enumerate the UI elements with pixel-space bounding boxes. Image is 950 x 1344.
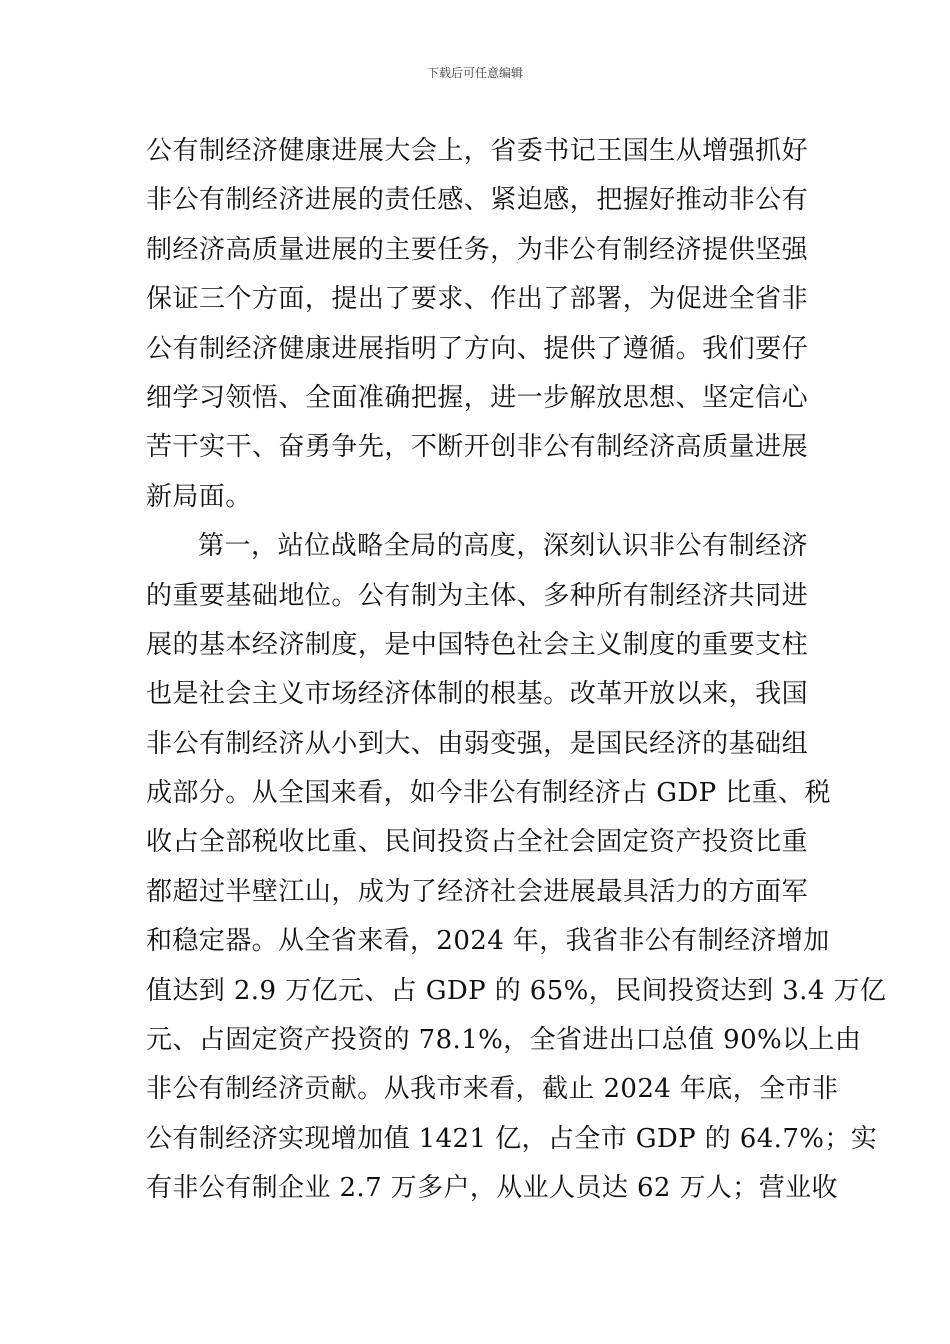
text-line: 的重要基础地位。公有制为主体、多种所有制经济共同进 — [146, 580, 808, 611]
text-line: 展的基本经济制度，是中国特色社会主义制度的重要支柱 — [146, 629, 808, 660]
paragraph-first-line: 第一，站位战略全局的高度，深刻认识非公有制经济 — [198, 531, 808, 562]
text-line: 公有制经济健康进展大会上，省委书记王国生从增强抓好 — [146, 136, 808, 166]
text-line: 制经济高质量进展的主要任务，为非公有制经济提供坚强 — [146, 234, 808, 265]
text-line: 公有制经济实现增加值 1421 亿，占全市 GDP 的 64.7%；实 — [146, 1123, 878, 1154]
text-line: 收占全部税收比重、民间投资占全社会固定资产投资比重 — [146, 827, 808, 858]
text-line: 成部分。从全国来看，如今非公有制经济占 GDP 比重、税 — [146, 778, 831, 809]
text-line: 苦干实干、奋勇争先，不断开创非公有制经济高质量进展 — [146, 432, 808, 463]
text-line: 公有制经济健康进展指明了方向、提供了遵循。我们要仔 — [146, 333, 808, 364]
text-line: 保证三个方面，提出了要求、作出了部署，为促进全省非 — [146, 284, 808, 315]
text-line: 元、占固定资产投资的 78.1%，全省进出口总值 90%以上由 — [146, 1025, 862, 1056]
text-line: 有非公有制企业 2.7 万多户，从业人员达 62 万人；营业收 — [146, 1173, 838, 1204]
text-line: 非公有制经济从小到大、由弱变强，是国民经济的基础组 — [146, 728, 808, 759]
text-line: 都超过半壁江山，成为了经济社会进展最具活力的方面军 — [146, 876, 808, 907]
text-line: 和稳定器。从全省来看，2024 年，我省非公有制经济增加 — [146, 926, 830, 957]
text-line: 非公有制经济贡献。从我市来看，截止 2024 年底，全市非 — [146, 1074, 839, 1105]
text-line: 细学习领悟、全面准确把握，进一步解放思想、坚定信心 — [146, 382, 808, 413]
text-line: 也是社会主义市场经济体制的根基。改革开放以来，我国 — [146, 679, 808, 710]
document-body — [146, 127, 887, 1214]
page-header: 下载后可任意编辑 — [426, 66, 523, 80]
text-line: 新局面。 — [146, 481, 252, 512]
text-line: 值达到 2.9 万亿元、占 GDP 的 65%，民间投资达到 3.4 万亿 — [146, 975, 887, 1006]
text-line: 非公有制经济进展的责任感、紧迫感，把握好推动非公有 — [146, 185, 808, 216]
